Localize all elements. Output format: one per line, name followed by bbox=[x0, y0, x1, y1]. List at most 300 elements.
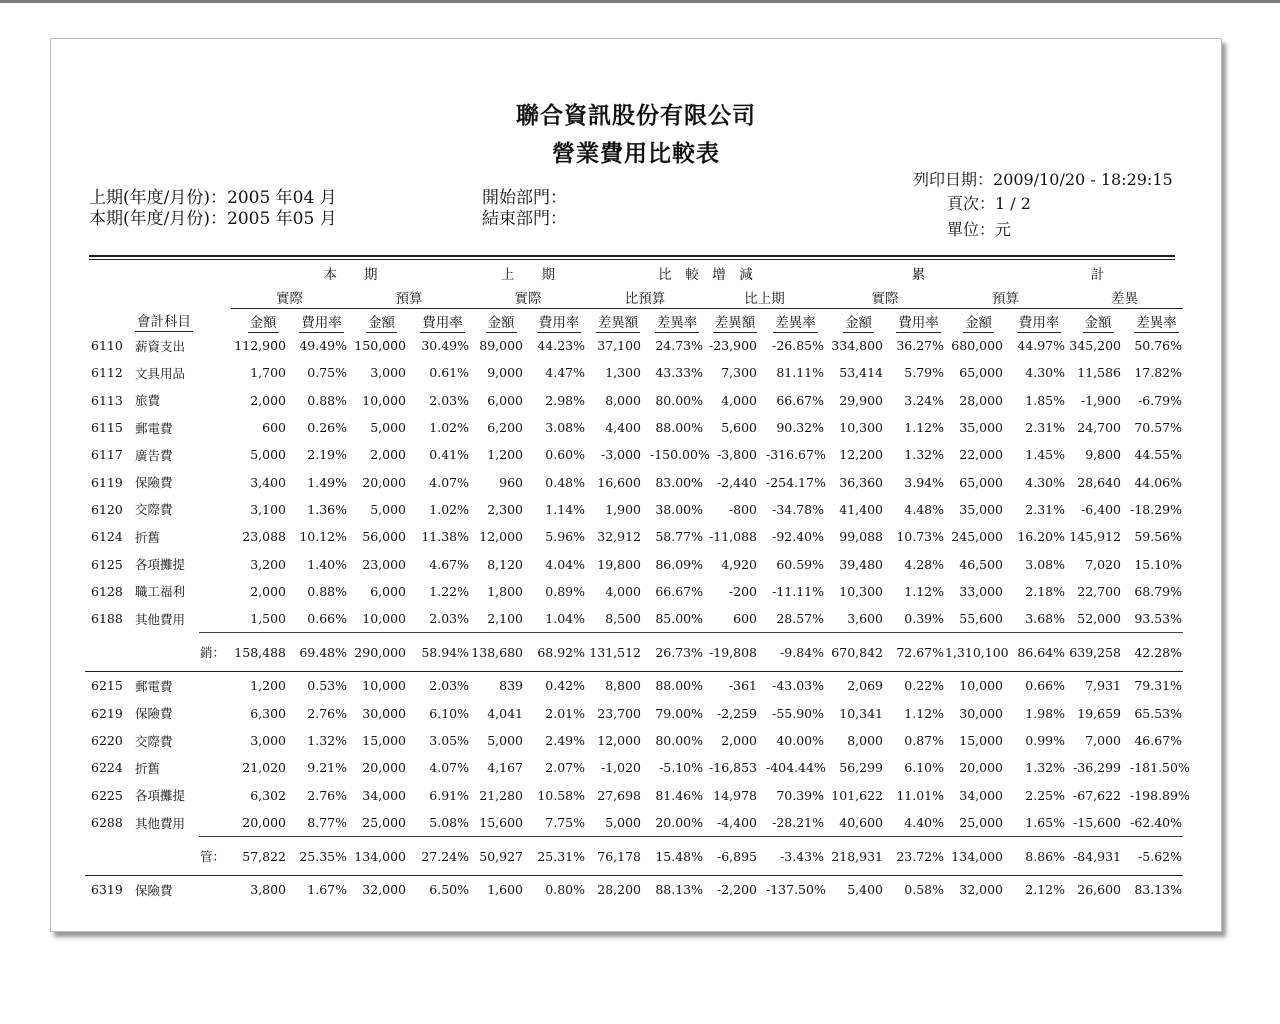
sub-cum-budget: 預算 bbox=[945, 285, 1066, 309]
amount-cell: 5,600 bbox=[721, 420, 757, 436]
amount-cell: 10,000 bbox=[945, 672, 1012, 700]
amount-cell: 34,000 bbox=[959, 787, 1003, 803]
rate-cell: 68.92% bbox=[532, 633, 586, 672]
header-row-groups bbox=[85, 261, 1183, 285]
amount-cell: 32,000 bbox=[348, 876, 415, 904]
rate-cell: 93.53% bbox=[1134, 611, 1182, 627]
subtotal-label bbox=[199, 468, 231, 495]
amount-cell: 65,000 bbox=[959, 474, 1003, 490]
amount-cell: 8,800 bbox=[586, 672, 650, 700]
rate-cell: -3.43% bbox=[766, 837, 825, 876]
amount-cell: -19,808 bbox=[704, 633, 766, 672]
rate-cell: 25.35% bbox=[295, 837, 348, 876]
amount-cell: 150,000 bbox=[354, 338, 406, 354]
sub-vs-prev: 比上期 bbox=[704, 285, 825, 309]
rate-cell: 66.67% bbox=[776, 392, 824, 408]
amount-cell: -6,895 bbox=[704, 837, 766, 876]
rate-cell: -34.78% bbox=[772, 501, 824, 517]
subtotal-label bbox=[199, 387, 231, 414]
amount-cell: 35,000 bbox=[959, 501, 1003, 517]
amount-cell: 20,000 bbox=[362, 760, 406, 776]
rate-cell: 3.24% bbox=[904, 392, 944, 408]
rate-cell: 81.46% bbox=[655, 787, 703, 803]
rate-cell: 43.33% bbox=[655, 365, 703, 381]
amount-cell: -23,900 bbox=[709, 338, 757, 354]
amount-cell: 25,000 bbox=[959, 814, 1003, 830]
rate-cell: 2.19% bbox=[307, 447, 347, 463]
rate-cell: 4.30% bbox=[1025, 365, 1065, 381]
report-page bbox=[50, 38, 1222, 932]
table-row bbox=[85, 754, 1183, 781]
rate-cell: 44.06% bbox=[1134, 474, 1182, 490]
amount-cell: 20,000 bbox=[362, 474, 406, 490]
account-name: 廣告費 bbox=[135, 447, 173, 463]
account-code: 6128 bbox=[91, 583, 123, 599]
amount-cell: 1,700 bbox=[250, 365, 286, 381]
amount-cell: -3,800 bbox=[716, 447, 757, 463]
amount-cell: 56,000 bbox=[362, 529, 406, 545]
curr-period-value: 2005 年05 月 bbox=[227, 209, 337, 229]
table-row bbox=[85, 672, 1183, 700]
rate-cell: 90.32% bbox=[776, 420, 824, 436]
amount-cell: 57,822 bbox=[231, 837, 295, 876]
rate-cell: 83.13% bbox=[1130, 876, 1183, 904]
rate-cell: 1.12% bbox=[904, 705, 944, 721]
subtotal-label bbox=[199, 605, 231, 633]
company-name: 聯合資訊股份有限公司 bbox=[516, 102, 756, 129]
rate-cell: 1.32% bbox=[904, 447, 944, 463]
amount-cell: -3,000 bbox=[600, 447, 641, 463]
rate-cell: 40.00% bbox=[776, 733, 824, 748]
col-rate: 費用率 bbox=[538, 314, 580, 331]
amount-cell: 1,200 bbox=[487, 447, 523, 463]
table-row bbox=[85, 332, 1183, 359]
account-code bbox=[85, 837, 129, 876]
subtotal-label bbox=[199, 876, 231, 904]
amount-cell: 3,200 bbox=[250, 556, 286, 572]
account-name: 折舊 bbox=[135, 529, 161, 545]
rate-cell: 11.01% bbox=[896, 787, 944, 803]
group-comparison: 比 較 增 減 bbox=[658, 267, 753, 283]
amount-cell: 9,800 bbox=[1085, 447, 1121, 463]
account-name: 折舊 bbox=[135, 760, 161, 776]
rate-cell: 36.27% bbox=[896, 338, 944, 354]
amount-cell: 2,000 bbox=[250, 583, 286, 599]
account-code: 6112 bbox=[91, 365, 123, 381]
amount-cell: -361 bbox=[704, 672, 766, 700]
expense-table bbox=[85, 261, 1190, 903]
amount-cell: 15,600 bbox=[479, 814, 523, 830]
rate-cell: 49.49% bbox=[299, 338, 347, 354]
amount-cell: -1,020 bbox=[600, 760, 641, 776]
subtotal-label bbox=[199, 550, 231, 577]
amount-cell: -200 bbox=[728, 583, 757, 599]
rate-cell: 44.23% bbox=[537, 338, 585, 354]
col-diff: 差異額 bbox=[597, 314, 639, 331]
col-amount: 金額 bbox=[1084, 314, 1112, 331]
amount-cell: -84,931 bbox=[1066, 837, 1130, 876]
amount-cell: -6,400 bbox=[1080, 501, 1121, 517]
table-row bbox=[85, 727, 1183, 754]
amount-cell: -4,400 bbox=[716, 814, 757, 830]
sub-budget: 預算 bbox=[348, 285, 470, 309]
account-code: 6220 bbox=[91, 733, 123, 748]
account-code: 6110 bbox=[91, 338, 123, 354]
rate-cell: 3.08% bbox=[1025, 556, 1065, 572]
rate-cell: 3.08% bbox=[545, 420, 585, 436]
rate-cell: -404.44% bbox=[766, 760, 826, 776]
subtotal-label bbox=[199, 781, 231, 808]
rate-cell: 69.48% bbox=[295, 633, 348, 672]
account-name: 職工福利 bbox=[135, 584, 186, 600]
amount-cell: 639,258 bbox=[1066, 633, 1130, 672]
rate-cell: 70.39% bbox=[776, 787, 824, 803]
rate-cell: 0.58% bbox=[892, 876, 945, 904]
rate-cell: 4.30% bbox=[1025, 474, 1065, 490]
amount-cell: 8,120 bbox=[487, 556, 523, 572]
amount-cell: 131,512 bbox=[586, 633, 650, 672]
rate-cell: -5.10% bbox=[659, 760, 703, 776]
amount-cell: 30,000 bbox=[362, 705, 406, 721]
account-name: 交際費 bbox=[135, 502, 173, 518]
amount-cell: 52,000 bbox=[1077, 611, 1121, 627]
rate-cell: 1.36% bbox=[307, 501, 347, 517]
rate-cell: 4.67% bbox=[429, 556, 469, 572]
col-amount: 金額 bbox=[965, 314, 992, 331]
sub-vs-budget: 比預算 bbox=[586, 285, 704, 309]
table-row bbox=[85, 387, 1183, 414]
amount-cell: 4,041 bbox=[487, 705, 523, 721]
rate-cell: 44.55% bbox=[1134, 447, 1182, 463]
amount-cell: 40,600 bbox=[839, 814, 883, 830]
rate-cell: 1.14% bbox=[545, 501, 585, 517]
amount-cell: 1,500 bbox=[250, 611, 286, 627]
rate-cell: 0.61% bbox=[429, 365, 469, 381]
curr-period-label: 本期(年度/月份)： bbox=[89, 209, 227, 229]
col-diff-rate: 差異率 bbox=[1136, 314, 1177, 331]
subtotal-label bbox=[199, 414, 231, 441]
rate-cell: 80.00% bbox=[655, 392, 703, 408]
rate-cell: 10.12% bbox=[299, 529, 347, 545]
amount-cell: 22,000 bbox=[959, 447, 1003, 463]
rate-cell: -92.40% bbox=[772, 529, 824, 545]
subtotal-label bbox=[199, 496, 231, 523]
account-code: 6125 bbox=[91, 556, 123, 572]
amount-cell: 3,800 bbox=[231, 876, 295, 904]
rate-cell: 20.00% bbox=[655, 814, 703, 830]
amount-cell: 36,360 bbox=[839, 474, 883, 490]
rate-cell: 27.24% bbox=[415, 837, 470, 876]
rate-cell: 44.97% bbox=[1017, 338, 1065, 354]
amount-cell: 960 bbox=[499, 474, 523, 490]
amount-cell: 290,000 bbox=[348, 633, 415, 672]
rate-cell: 2.31% bbox=[1025, 420, 1065, 436]
amount-cell: 670,842 bbox=[825, 633, 892, 672]
amount-cell: 5,000 bbox=[250, 447, 286, 463]
amount-cell: 600 bbox=[262, 420, 286, 436]
account-name: 保險費 bbox=[129, 876, 199, 904]
col-rate: 費用率 bbox=[422, 314, 463, 331]
rate-cell: 88.00% bbox=[655, 420, 703, 436]
amount-cell: 28,640 bbox=[1077, 474, 1121, 490]
rate-cell: 11.38% bbox=[421, 529, 469, 545]
rate-cell: 3.05% bbox=[429, 733, 469, 748]
amount-cell: 3,400 bbox=[250, 474, 286, 490]
amount-cell: 345,200 bbox=[1069, 338, 1121, 354]
page-number bbox=[947, 191, 1031, 214]
rate-cell: 16.20% bbox=[1017, 529, 1065, 545]
rate-cell: 0.66% bbox=[307, 611, 347, 627]
amount-cell: 3,000 bbox=[250, 733, 286, 748]
amount-cell: 6,200 bbox=[487, 420, 523, 436]
amount-cell: -11,088 bbox=[709, 529, 757, 545]
rate-cell: 66.67% bbox=[655, 583, 703, 599]
rate-cell: -5.62% bbox=[1130, 837, 1183, 876]
col-diff: 差異額 bbox=[714, 314, 756, 331]
amount-cell: 3,100 bbox=[250, 501, 286, 517]
amount-cell: 89,000 bbox=[479, 338, 523, 354]
group-current-period: 本 期 bbox=[323, 267, 378, 283]
rate-cell: 72.67% bbox=[892, 633, 945, 672]
amount-cell: 12,000 bbox=[597, 733, 641, 748]
amount-cell: 6,302 bbox=[250, 787, 286, 803]
rate-cell: 25.31% bbox=[532, 837, 586, 876]
amount-cell: 1,300 bbox=[605, 365, 641, 381]
amount-cell: 20,000 bbox=[959, 760, 1003, 776]
rate-cell: 1.12% bbox=[904, 420, 944, 436]
rate-cell: -9.84% bbox=[766, 633, 825, 672]
account-code: 6188 bbox=[91, 611, 123, 627]
amount-cell: 5,000 bbox=[370, 501, 406, 517]
subtotal-label bbox=[199, 727, 231, 754]
window-top-border bbox=[0, 0, 1280, 3]
rate-cell: 2.25% bbox=[1025, 787, 1065, 803]
amount-cell: 245,000 bbox=[951, 529, 1003, 545]
amount-cell: 19,800 bbox=[597, 556, 641, 572]
subtotal-label: 銷： bbox=[199, 633, 231, 672]
print-date bbox=[913, 167, 1173, 190]
rate-cell: 42.28% bbox=[1130, 633, 1183, 672]
table-row bbox=[85, 496, 1183, 523]
amount-cell: 37,100 bbox=[597, 338, 641, 354]
amount-cell: 24,700 bbox=[1077, 420, 1121, 436]
amount-cell: 15,000 bbox=[959, 733, 1003, 748]
rate-cell: -62.40% bbox=[1130, 814, 1182, 830]
rate-cell: 2.98% bbox=[545, 392, 585, 408]
rate-cell: 0.48% bbox=[545, 474, 585, 490]
rate-cell: 1.32% bbox=[1025, 760, 1065, 776]
rate-cell: -316.67% bbox=[766, 447, 826, 463]
amount-cell: 134,000 bbox=[348, 837, 415, 876]
rate-cell: 4.47% bbox=[545, 365, 585, 381]
col-diff-rate: 差異率 bbox=[656, 314, 698, 331]
amount-cell: 112,900 bbox=[234, 338, 286, 354]
rate-cell: -181.50% bbox=[1130, 760, 1190, 776]
rate-cell: 4.07% bbox=[429, 474, 469, 490]
amount-cell: 21,280 bbox=[479, 787, 523, 803]
amount-cell: 12,200 bbox=[839, 447, 883, 463]
amount-cell: -16,853 bbox=[709, 760, 757, 776]
amount-cell: 6,300 bbox=[250, 705, 286, 721]
amount-cell: 2,000 bbox=[370, 447, 406, 463]
amount-cell: 1,200 bbox=[231, 672, 295, 700]
rate-cell: 0.66% bbox=[1012, 672, 1066, 700]
rate-cell: 0.39% bbox=[904, 611, 944, 627]
rate-cell: 1.02% bbox=[429, 501, 469, 517]
rate-cell: 3.68% bbox=[1025, 611, 1065, 627]
amount-cell: 30,000 bbox=[959, 705, 1003, 721]
amount-cell: 14,978 bbox=[713, 787, 757, 803]
amount-cell: 23,000 bbox=[362, 556, 406, 572]
rate-cell: 10.58% bbox=[537, 787, 585, 803]
subtotal-label bbox=[199, 578, 231, 605]
col-amount: 金額 bbox=[249, 314, 277, 331]
rate-cell: 1.98% bbox=[1025, 705, 1065, 721]
subtotal-label bbox=[199, 441, 231, 468]
rate-cell: -28.21% bbox=[772, 814, 824, 830]
account-name bbox=[129, 837, 199, 876]
amount-cell: -2,440 bbox=[716, 474, 757, 490]
col-amount: 金額 bbox=[487, 314, 515, 331]
rate-cell: 5.08% bbox=[429, 814, 469, 830]
subtotal-label bbox=[199, 754, 231, 781]
amount-cell: 3,000 bbox=[370, 365, 406, 381]
rate-cell: 2.31% bbox=[1025, 501, 1065, 517]
header-row-subgroups bbox=[85, 285, 1183, 309]
rate-cell: 0.88% bbox=[307, 583, 347, 599]
rate-cell: 85.00% bbox=[655, 611, 703, 627]
amount-cell: 15,000 bbox=[362, 733, 406, 748]
prev-period-label: 上期(年度/月份)： bbox=[89, 188, 227, 208]
rate-cell: 81.11% bbox=[776, 365, 824, 381]
amount-cell: 7,020 bbox=[1085, 556, 1121, 572]
account-name bbox=[129, 633, 199, 672]
col-amount: 金額 bbox=[845, 314, 872, 331]
account-name: 保險費 bbox=[135, 706, 173, 722]
sub-cum-diff: 差異 bbox=[1066, 285, 1183, 309]
amount-cell: 4,000 bbox=[605, 583, 641, 599]
account-code: 6288 bbox=[91, 815, 123, 831]
rate-cell: 1.32% bbox=[307, 733, 347, 748]
col-rate: 費用率 bbox=[898, 314, 939, 331]
amount-cell: 55,600 bbox=[959, 611, 1003, 627]
amount-cell: 33,000 bbox=[959, 583, 1003, 599]
rate-cell: 1.12% bbox=[904, 583, 944, 599]
account-code: 6319 bbox=[85, 876, 129, 904]
amount-cell: 56,299 bbox=[839, 760, 883, 776]
rate-cell: 5.96% bbox=[545, 529, 585, 545]
sub-actual: 實際 bbox=[231, 285, 348, 309]
rate-cell: 86.09% bbox=[655, 556, 703, 572]
rate-cell: 0.80% bbox=[532, 876, 586, 904]
rate-cell: 1.49% bbox=[307, 474, 347, 490]
rate-cell: 70.57% bbox=[1134, 420, 1182, 436]
col-diff-rate: 差異率 bbox=[775, 314, 816, 331]
amount-cell: 1,900 bbox=[605, 501, 641, 517]
amount-cell: 29,900 bbox=[839, 392, 883, 408]
table-row bbox=[85, 550, 1183, 577]
rate-cell: -18.29% bbox=[1130, 501, 1182, 517]
group-cumulative-left: 累 bbox=[911, 267, 926, 283]
amount-cell: 2,069 bbox=[825, 672, 892, 700]
rate-cell: 6.91% bbox=[429, 787, 469, 803]
amount-cell: 839 bbox=[470, 672, 532, 700]
rate-cell: -198.89% bbox=[1130, 787, 1190, 803]
rate-cell: -43.03% bbox=[766, 672, 825, 700]
rate-cell: 0.60% bbox=[545, 447, 585, 463]
rate-cell: 2.03% bbox=[415, 672, 470, 700]
rate-cell: 2.12% bbox=[1012, 876, 1066, 904]
amount-cell: 27,698 bbox=[597, 787, 641, 803]
account-name: 薪資支出 bbox=[135, 338, 186, 354]
amount-cell: 101,622 bbox=[831, 787, 883, 803]
rate-cell: 1.85% bbox=[1025, 392, 1065, 408]
rate-cell: 1.65% bbox=[1025, 814, 1065, 830]
subtotal-row bbox=[85, 837, 1183, 876]
account-name: 各項攤提 bbox=[135, 788, 186, 804]
rate-cell: 0.53% bbox=[295, 672, 348, 700]
rate-cell: 83.00% bbox=[655, 474, 703, 490]
rate-cell: 58.94% bbox=[415, 633, 470, 672]
rate-cell: 9.21% bbox=[307, 760, 347, 776]
rate-cell: 2.76% bbox=[307, 705, 347, 721]
sub-prev-actual: 實際 bbox=[470, 285, 586, 309]
rate-cell: 15.10% bbox=[1134, 556, 1182, 572]
rate-cell: 38.00% bbox=[655, 501, 703, 517]
account-code: 6224 bbox=[91, 760, 123, 776]
account-code: 6225 bbox=[91, 787, 123, 803]
rate-cell: 65.53% bbox=[1134, 705, 1182, 721]
amount-cell: 7,300 bbox=[721, 365, 757, 381]
amount-cell: 39,480 bbox=[839, 556, 883, 572]
amount-cell: 10,300 bbox=[839, 420, 883, 436]
amount-cell: 4,400 bbox=[605, 420, 641, 436]
unit bbox=[947, 217, 1011, 240]
rate-cell: 2.18% bbox=[1025, 583, 1065, 599]
amount-cell: -36,299 bbox=[1073, 760, 1121, 776]
account-code: 6119 bbox=[91, 474, 123, 490]
amount-cell: 8,500 bbox=[605, 611, 641, 627]
print-date-label: 列印日期： bbox=[913, 170, 994, 189]
rate-cell: 2.76% bbox=[307, 787, 347, 803]
rate-cell: 5.79% bbox=[904, 365, 944, 381]
rate-cell: -137.50% bbox=[766, 876, 825, 904]
amount-cell: 218,931 bbox=[825, 837, 892, 876]
account-name: 其他費用 bbox=[135, 611, 186, 627]
rate-cell: 88.00% bbox=[650, 672, 704, 700]
amount-cell: 19,659 bbox=[1077, 705, 1121, 721]
curr-period bbox=[89, 204, 337, 229]
subtotal-label bbox=[199, 672, 231, 700]
amount-cell: 2,300 bbox=[487, 501, 523, 517]
amount-cell: 8,000 bbox=[847, 733, 883, 748]
rate-cell: -55.90% bbox=[772, 705, 824, 721]
rate-cell: 7.75% bbox=[545, 814, 585, 830]
account-code bbox=[85, 633, 129, 672]
amount-cell: 10,341 bbox=[839, 705, 883, 721]
unit-value: 元 bbox=[995, 220, 1012, 239]
rate-cell: 86.64% bbox=[1012, 633, 1066, 672]
amount-cell: 145,912 bbox=[1069, 529, 1121, 545]
amount-cell: 134,000 bbox=[945, 837, 1012, 876]
amount-cell: 7,931 bbox=[1066, 672, 1130, 700]
group-previous-period: 上 期 bbox=[501, 267, 555, 283]
amount-cell: 158,488 bbox=[231, 633, 295, 672]
amount-cell: 10,000 bbox=[362, 392, 406, 408]
rate-cell: 6.10% bbox=[429, 705, 469, 721]
amount-cell: 20,000 bbox=[242, 814, 286, 830]
rate-cell: -26.85% bbox=[772, 338, 824, 354]
